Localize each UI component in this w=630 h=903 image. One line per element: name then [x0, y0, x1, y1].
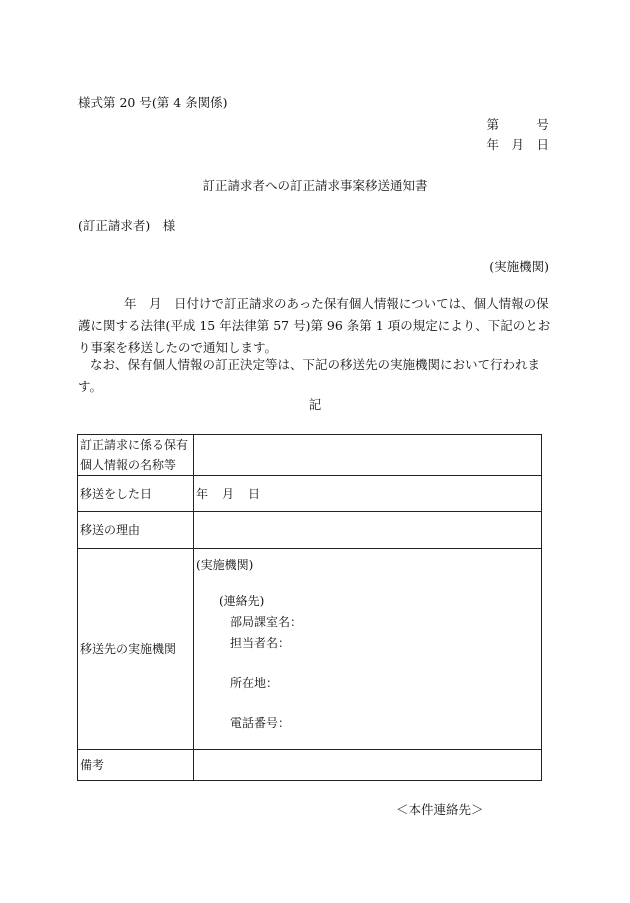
body-paragraph-1: 年 月 日付けで訂正請求のあった保有個人情報については、個人情報の保護に関する法律(平成 15 年法律第 57 号)第 96 条第 1 項の規定により、下記のとおり事案を移送したので通知します。 [78, 296, 551, 355]
body-paragraph-2: なお、保有個人情報の訂正決定等は、下記の移送先の実施機関において行われます。 [78, 357, 541, 394]
destination-person-label: 担当者名： [230, 636, 291, 650]
contact-footer: ＜本件連絡先＞ [396, 802, 484, 817]
destination-org-label: (実施機関) [196, 558, 254, 572]
document-title: 訂正請求者への訂正請求事案移送通知書 [202, 178, 428, 193]
table-row [78, 512, 542, 549]
table-row [78, 750, 542, 781]
row-value-remarks [194, 750, 542, 781]
sender-organization: (実施機関) [489, 259, 549, 274]
transfer-details-table [77, 434, 542, 781]
addressee: (訂正請求者) 様 [78, 218, 176, 233]
destination-dept-label: 部局課室名： [230, 615, 303, 629]
row-value-transfer-reason [194, 512, 542, 549]
document-number: 第 号 [486, 117, 549, 132]
table-row [78, 549, 542, 750]
destination-contact-label: (連絡先) [219, 594, 265, 608]
row-value-document-name [194, 435, 542, 476]
document-date: 年 月 日 [486, 137, 549, 152]
row-value-destination-agency [194, 549, 542, 750]
row-label-transfer-reason: 移送の理由 [78, 512, 194, 549]
date-year: 年 [196, 486, 209, 501]
destination-address-label: 所在地： [230, 676, 279, 690]
date-month: 月 [222, 486, 235, 501]
row-label-transfer-date: 移送をした日 [78, 476, 194, 512]
row-label-document-name: 訂正請求に係る保有個人情報の名称等 [78, 435, 194, 476]
row-label-destination-agency: 移送先の実施機関 [78, 549, 194, 750]
table-row [78, 476, 542, 512]
date-day: 日 [248, 486, 261, 501]
row-label-remarks: 備考 [78, 750, 194, 781]
form-number: 様式第 20 号(第 4 条関係) [78, 95, 228, 110]
table-row [78, 435, 542, 476]
ki-heading: 記 [308, 397, 322, 412]
destination-phone-label: 電話番号： [230, 716, 291, 730]
row-value-transfer-date [194, 476, 542, 512]
